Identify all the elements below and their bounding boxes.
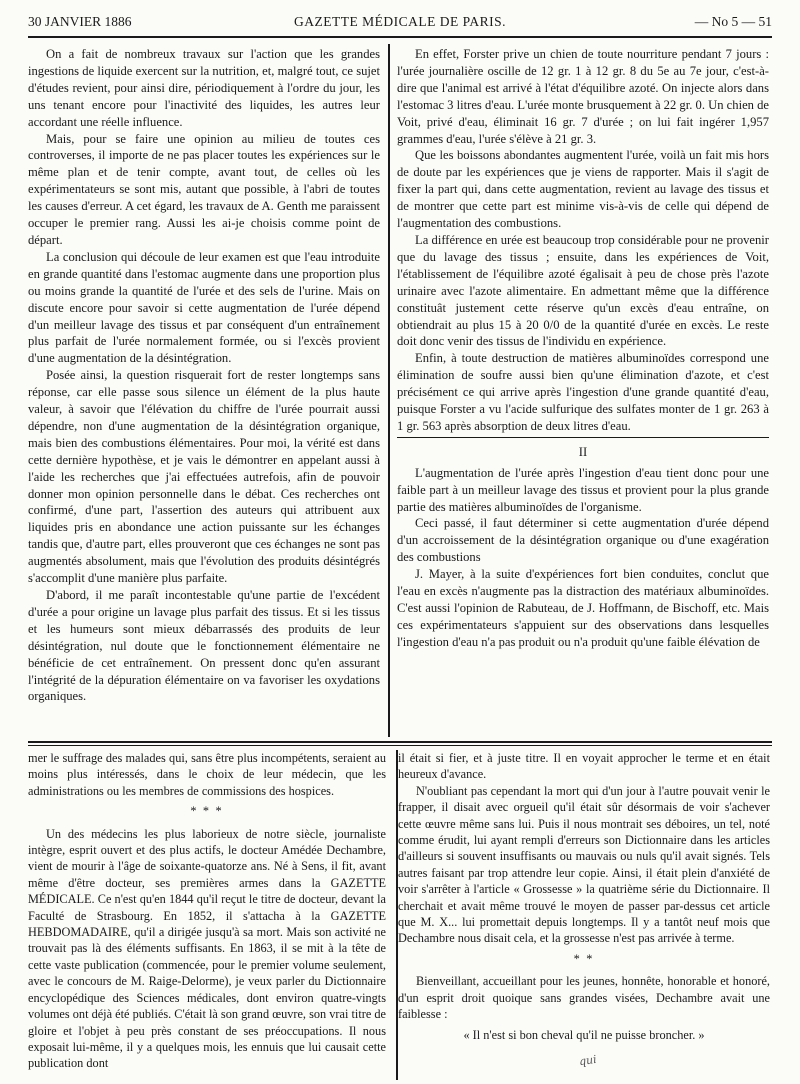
paragraph: Posée ainsi, la question risquerait fort de rester longtemps sans réponse, car elle passe sous silence un élément de la plus haute valeur, à savoir que l'élévation du chiffre de l'urée pourrait aussi dépendre, non d'une augmentation de la désintégration organique, mais bien des combustions élémentaires. Pour moi, la vérité est dans cette dernière hypothèse, et je vais le démontrer en appelant aussi à l'aide les recherches que j'ai effectuées autrefois, afin de pouvoir donner mon opinion personnelle dans le débat. Ces recherches ont confirmé, d'une part, l'assertion des auteurs qui attribuent aux liquides pris en abondance une action puissante sur les échanges tandis que, d'autre part, elles prouveront que ces échanges ne sont pas augmentés absolument, mais que l'évolution des produits désintégrés s'accomplit d'une manière plus parfaite.: [28, 368, 380, 586]
issue-date: 30 JANVIER 1886: [28, 14, 132, 29]
paragraph: D'abord, il me paraît incontestable qu'une partie de l'excédent d'urée a pour origine un lavage plus parfait des tissus. Et si les tissus et les humeurs sont mieux débarrassés des produits de leur désintégration, nul doute que le fonctionnement élémentaire ne bénéficie de cet entraînement. On pressent donc qu'en assurant l'intégrité de la dépuration élémentaire on va favoriser les oxydations organiques.: [28, 588, 380, 704]
asterism-separator: * *: [573, 951, 595, 966]
paragraph: L'augmentation de l'urée après l'ingestion d'eau tient donc pour une faible part à un meilleur lavage des tissus et provient pour la plus grande partie des matières albuminoïdes de l'organisme.: [397, 465, 769, 514]
journal-title: GAZETTE MÉDICALE DE PARIS.: [294, 14, 506, 29]
paragraph: N'oubliant pas cependant la mort qui d'un jour à l'autre pouvait venir le frapper, il disait avec orgueil qu'il était sûr désormais de voir s'achever cette œuvre même sans lui. Puis il nous montrait ses déboires, un tel, noté comme érudit, lui ayant rempli d'erreurs son Dictionnaire dans les articles d'ailleurs si souvent insuffisants ou mauvais ou nuls qu'il avait signés. Tels autres faisant par trop attendre leur copie. Ainsi, il était plein d'anxiété de voir s'arrêter à l'article « Grossesse » la quatrième série du Dictionnaire. Il cherchait et avait même trouvé le moyen de passer par-dessus cet article que M. X... lui promettait depuis longtemps. Il y a tantôt neuf mois que Dechambre nous disait cela, et la grossesse n'est pas arrivée à terme.: [398, 783, 770, 946]
section-divider-rule: [28, 741, 772, 743]
quotation: « Il n'est si bon cheval qu'il ne puisse broncher. »: [463, 1027, 705, 1042]
section-divider-rule-thin: [28, 745, 772, 746]
chronicle-column-2: [398, 750, 770, 1043]
paragraph: il était si fier, et à juste titre. Il en voyait approcher le terme et en était heureux d'avance.: [398, 751, 770, 782]
column-divider-top: [388, 44, 390, 737]
asterism-separator: * * *: [190, 804, 224, 819]
paragraph: mer le suffrage des malades qui, sans être plus incompétents, seraient au moins plus intéressés, dans le choix de leur médecin, que les administrations ou les membres de commissions des hospices.: [28, 751, 386, 798]
handwritten-annotation: qui: [578, 1052, 598, 1069]
paragraph: Mais, pour se faire une opinion au milieu de toutes ces controverses, il importe de ne pas placer toutes les expériences sur le même plan et de tenir compte, avant tout, de celles où les expérimentateurs se sont mis, autant que possible, à l'abri de toutes les causes d'erreur. A cet égard, les travaux de A. Genth me paraissent occuper le premier rang. Aussi les ai-je choisis comme point de départ.: [28, 131, 380, 247]
section-heading: II: [578, 444, 588, 459]
page-header: [28, 14, 772, 32]
section-rule: [397, 437, 769, 438]
article-column-2: [397, 46, 769, 651]
paragraph: On a fait de nombreux travaux sur l'action que les grandes ingestions de liquide exercent sur la nutrition, et, malgré tout, ce sujet d'études revient, pour ainsi dire, périodiquement à l'ordre du jour, les uns tenant encore pour l'inactivité des liquides, les autres leur accordant une réelle influence.: [28, 47, 380, 129]
paragraph: La conclusion qui découle de leur examen est que l'eau introduite en grande quantité dans l'estomac augmente dans une proportion plus ou moins grande la quantité de l'urée et des sels de l'urine. Mais on discute encore pour savoir si cette augmentation de l'urée dépend d'un meilleur lavage des tissus et par conséquent d'un entraînement plus parfait de l'urée normalement formée, ou si l'excès provient d'une augmentation de la désintégration.: [28, 249, 380, 366]
paragraph: Que les boissons abondantes augmentent l'urée, voilà un fait mis hors de doute par les expériences que je viens de rapporter. Mais il s'agit de fixer la part qui, dans cette augmentation, revient au lavage des tissus et de montrer que cette part est minime vis-à-vis de celle qui dépend de l'augmentation des combustions.: [397, 148, 769, 231]
issue-number: — No 5 — 51: [694, 14, 772, 29]
chronicle-column-1: [28, 750, 386, 1072]
paragraph: J. Mayer, à la suite d'expériences fort bien conduites, conclut que l'eau en excès n'augmente pas la distraction des matériaux albuminoïdes. C'est aussi l'opinion de Rabuteau, de J. Hoffmann, de Bischoff, etc. Mais ces expérimentateurs s'appuient sur des observations dans lesquelles l'ingestion d'eau n'a pas produit ou n'a produit qu'une faible élévation de: [397, 567, 769, 649]
header-rule: [28, 36, 772, 38]
paragraph: Bienveillant, accueillant pour les jeunes, honnête, honorable et honoré, d'un esprit droit quoique sans grandes visées, Dechambre avait une faiblesse :: [398, 974, 770, 1022]
article-column-1: [28, 46, 380, 705]
paragraph: La différence en urée est beaucoup trop considérable pour ne provenir que du lavage des tissus ; ensuite, dans les expériences de Voit, l'établissement de l'équilibre azoté égalisait à peu de chose près l'azote urinaire avec l'azote alimentaire. En admettant même que la différence constituât justement cette réserve qu'un excès d'eau entraîne, on obtiendrait au plus 15 à 20 0/0 de la quantité d'urée en excès. Le reste doit donc venir des tissus de l'individu en expérience.: [397, 232, 769, 349]
paragraph: En effet, Forster prive un chien de toute nourriture pendant 7 jours : l'urée journalière oscille de 12 gr. 1 à 12 gr. 8 du 5e au 7e jour, c'est-à-dire que l'animal est arrivé à l'état d'équilibre azoté. On injecte alors dans l'estomac 3 litres d'eau. L'urée monte brusquement à 22 gr. 0. Un chien de Voit, privé d'eau, éliminait 16 gr. 7 d'urée ; on lui fait ingérer 1,957 grammes d'eau, l'urée s'élève à 21 gr. 3.: [397, 47, 769, 146]
paragraph: Ceci passé, il faut déterminer si cette augmentation d'urée dépend d'un accroissement de la désintégration organique ou d'une exagération des combustions: [397, 516, 769, 565]
paragraph: Un des médecins les plus laborieux de notre siècle, journaliste intègre, esprit ouvert et des plus actifs, le docteur Amédée Dechambre, vient de mourir à l'âge de soixante-quatorze ans. Né à Sens, il fit, avant même d'être docteur, ses premières armes dans la GAZETTE MÉDICALE. Ce n'est qu'en 1844 qu'il reçut le titre de docteur, devant la Faculté de Strasbourg. En 1852, il s'attacha à la GAZETTE HEBDOMADAIRE, qu'il a dirigée jusqu'à sa mort. Mais son activité ne trouvait pas là des éléments suffisants. En 1863, il se mit à la tête de cette vaste publication (commencée, pour le premier volume seulement, avec le concours de M. Raige-Delorme), je veux parler du Dictionnaire encyclopédique des Sciences médicales, dont environ quatre-vingts volumes ont déjà été publiés. C'était là son grand œuvre, son vrai titre de gloire et l'objet à peu près constant de ses préoccupations. Il nous exposait lui-même, il y a quelques mois, les ennuis que lui causait cette publication dont: [28, 826, 386, 1071]
paragraph: Enfin, à toute destruction de matières albuminoïdes correspond une élimination de soufre aussi bien qu'une élimination d'azote, et c'est précisément ce qui arrive après l'ingestion d'une grande quantité d'eau, puisque Forster a vu l'acide sulfurique des sulfates monter de 1 gr. 263 à 1 gr. 563 après absorption de deux litres d'eau.: [397, 351, 769, 433]
